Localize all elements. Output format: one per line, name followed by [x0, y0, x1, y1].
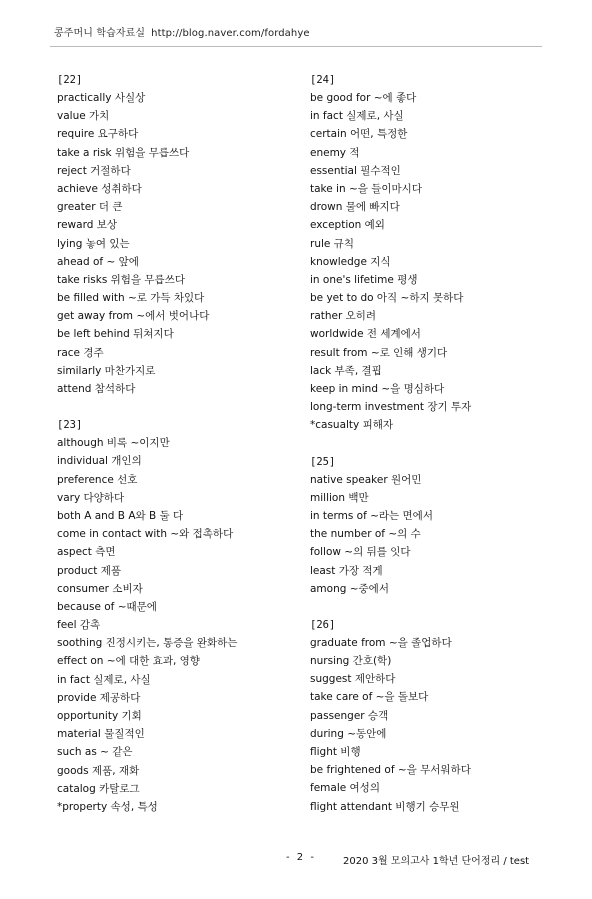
- header-site-link[interactable]: http://blog.naver.com/fordahye: [151, 28, 310, 39]
- left-column: [57, 71, 297, 834]
- vocab-entry: come in contact with ~와 접촉하다: [57, 528, 234, 541]
- vocab-entry: take a risk 위험을 무릅쓰다: [57, 146, 190, 159]
- vocab-entry: attend 참석하다: [57, 383, 136, 395]
- vocab-section: [310, 71, 550, 435]
- section-title: [26]: [310, 618, 336, 631]
- vocab-entry: require 요구하다: [57, 128, 139, 141]
- vocab-entry: least 가장 적게: [310, 564, 383, 577]
- vocab-entry: rather 오히려: [310, 310, 377, 323]
- vocab-entry: *property 속성, 특성: [57, 800, 158, 813]
- vocab-entry: *casualty 피해자: [310, 419, 394, 432]
- page-number: - 2 -: [286, 852, 316, 863]
- vocab-entry: value 가치: [57, 110, 110, 123]
- vocab-entry: greater 더 큰: [57, 201, 123, 214]
- vocab-entry: long-term investment 장기 투자: [310, 401, 472, 414]
- vocab-entry: flight attendant 비행기 승무원: [310, 800, 460, 813]
- vocab-entry: goods 제품, 재화: [57, 764, 140, 777]
- vocab-entry: provide 제공하다: [57, 691, 141, 704]
- vocab-entry: be yet to do 아직 ~하지 못하다: [310, 292, 464, 305]
- vocab-entry: although 비록 ~이지만: [57, 437, 170, 450]
- vocab-entry: preference 선호: [57, 473, 138, 486]
- vocab-entry: native speaker 원어민: [310, 473, 422, 486]
- vocab-entry: individual 개인의: [57, 455, 142, 468]
- vocab-entry: vary 다양하다: [57, 491, 125, 504]
- vocab-entry: race 경주: [57, 346, 104, 359]
- vocab-entry: in one's lifetime 평생: [310, 273, 418, 286]
- vocab-entry: in fact 실제로, 사실: [57, 673, 151, 686]
- vocab-entry: ahead of ~ 앞에: [57, 255, 139, 268]
- vocab-entry: suggest 제안하다: [310, 673, 396, 686]
- vocab-entry: million 백만: [310, 491, 369, 504]
- vocab-entry: exception 예외: [310, 219, 385, 232]
- vocab-entry: certain 어떤, 특정한: [310, 128, 408, 141]
- vocab-entry: practically 사실상: [57, 92, 146, 104]
- vocab-entry: result from ~로 인해 생기다: [310, 346, 448, 359]
- vocab-entry: consumer 소비자: [57, 582, 143, 595]
- vocab-entry: reward 보상: [57, 219, 117, 232]
- header-title: 콩주머니 학습자료실: [54, 28, 146, 39]
- section-title: [24]: [310, 74, 336, 86]
- vocab-entry: nursing 간호(학): [310, 655, 392, 668]
- vocab-entry: the number of ~의 수: [310, 528, 421, 541]
- vocab-entry: among ~중에서: [310, 582, 389, 595]
- vocab-section: [310, 616, 550, 816]
- vocab-entry: passenger 승객: [310, 709, 389, 722]
- vocab-entry: essential 필수적인: [310, 164, 401, 177]
- vocab-entry: such as ~ 같은: [57, 746, 133, 759]
- page-header: [54, 24, 310, 39]
- footer-title: 2020 3월 모의고사 1학년 단어정리 / test: [343, 856, 530, 867]
- vocab-entry: rule 규칙: [310, 237, 354, 250]
- section-title: [23]: [57, 419, 83, 432]
- vocab-entry: keep in mind ~을 명심하다: [310, 383, 445, 395]
- vocab-entry: get away from ~에서 벗어나다: [57, 310, 210, 323]
- vocab-section: [57, 416, 297, 816]
- right-column: [310, 71, 550, 834]
- vocab-entry: be frightened of ~을 무서워하다: [310, 764, 471, 777]
- vocab-entry: during ~동안에: [310, 727, 387, 740]
- vocab-entry: feel 감촉: [57, 619, 101, 632]
- vocab-entry: reject 거절하다: [57, 164, 131, 177]
- vocab-entry: take risks 위험을 무릅쓰다: [57, 273, 185, 286]
- vocab-entry: be good for ~에 좋다: [310, 92, 417, 104]
- vocab-entry: be left behind 뒤쳐지다: [57, 328, 174, 341]
- vocab-entry: achieve 성취하다: [57, 182, 142, 195]
- vocab-entry: product 제품: [57, 564, 122, 577]
- vocab-entry: aspect 측면: [57, 546, 116, 559]
- vocab-entry: material 물질적인: [57, 728, 145, 741]
- vocab-section: [310, 453, 550, 598]
- vocab-section: [57, 71, 297, 398]
- vocab-entry: in terms of ~라는 면에서: [310, 509, 433, 522]
- vocab-entry: opportunity 기회: [57, 710, 142, 722]
- vocab-entry: graduate from ~을 졸업하다: [310, 636, 452, 649]
- vocab-entry: both A and B A와 B 둘 다: [57, 509, 184, 522]
- vocab-entry: soothing 진정시키는, 통증을 완화하는: [57, 637, 238, 650]
- vocab-entry: follow ~의 뒤를 잇다: [310, 546, 411, 559]
- vocab-entry: flight 비행: [310, 746, 361, 758]
- vocab-entry: in fact 실제로, 사실: [310, 110, 404, 123]
- header-divider: [50, 46, 542, 47]
- vocab-entry: drown 물에 빠지다: [310, 201, 400, 214]
- vocab-entry: worldwide 전 세계에서: [310, 328, 421, 341]
- vocab-entry: lack 부족, 결핍: [310, 364, 382, 377]
- vocab-entry: effect on ~에 대한 효과, 영향: [57, 655, 200, 668]
- vocab-entry: catalog 카탈로그: [57, 782, 140, 795]
- vocab-entry: lying 놓여 있는: [57, 237, 130, 250]
- vocab-entry: take care of ~을 돌보다: [310, 691, 429, 704]
- vocab-entry: knowledge 지식: [310, 255, 391, 268]
- section-title: [22]: [57, 74, 83, 86]
- vocab-entry: because of ~때문에: [57, 600, 157, 613]
- vocab-entry: take in ~을 들이마시다: [310, 182, 422, 195]
- vocab-entry: female 여성의: [310, 782, 380, 795]
- vocab-entry: similarly 마찬가지로: [57, 364, 156, 377]
- section-title: [25]: [310, 455, 336, 468]
- vocab-entry: enemy 적: [310, 146, 360, 159]
- vocab-entry: be filled with ~로 가득 차있다: [57, 292, 205, 305]
